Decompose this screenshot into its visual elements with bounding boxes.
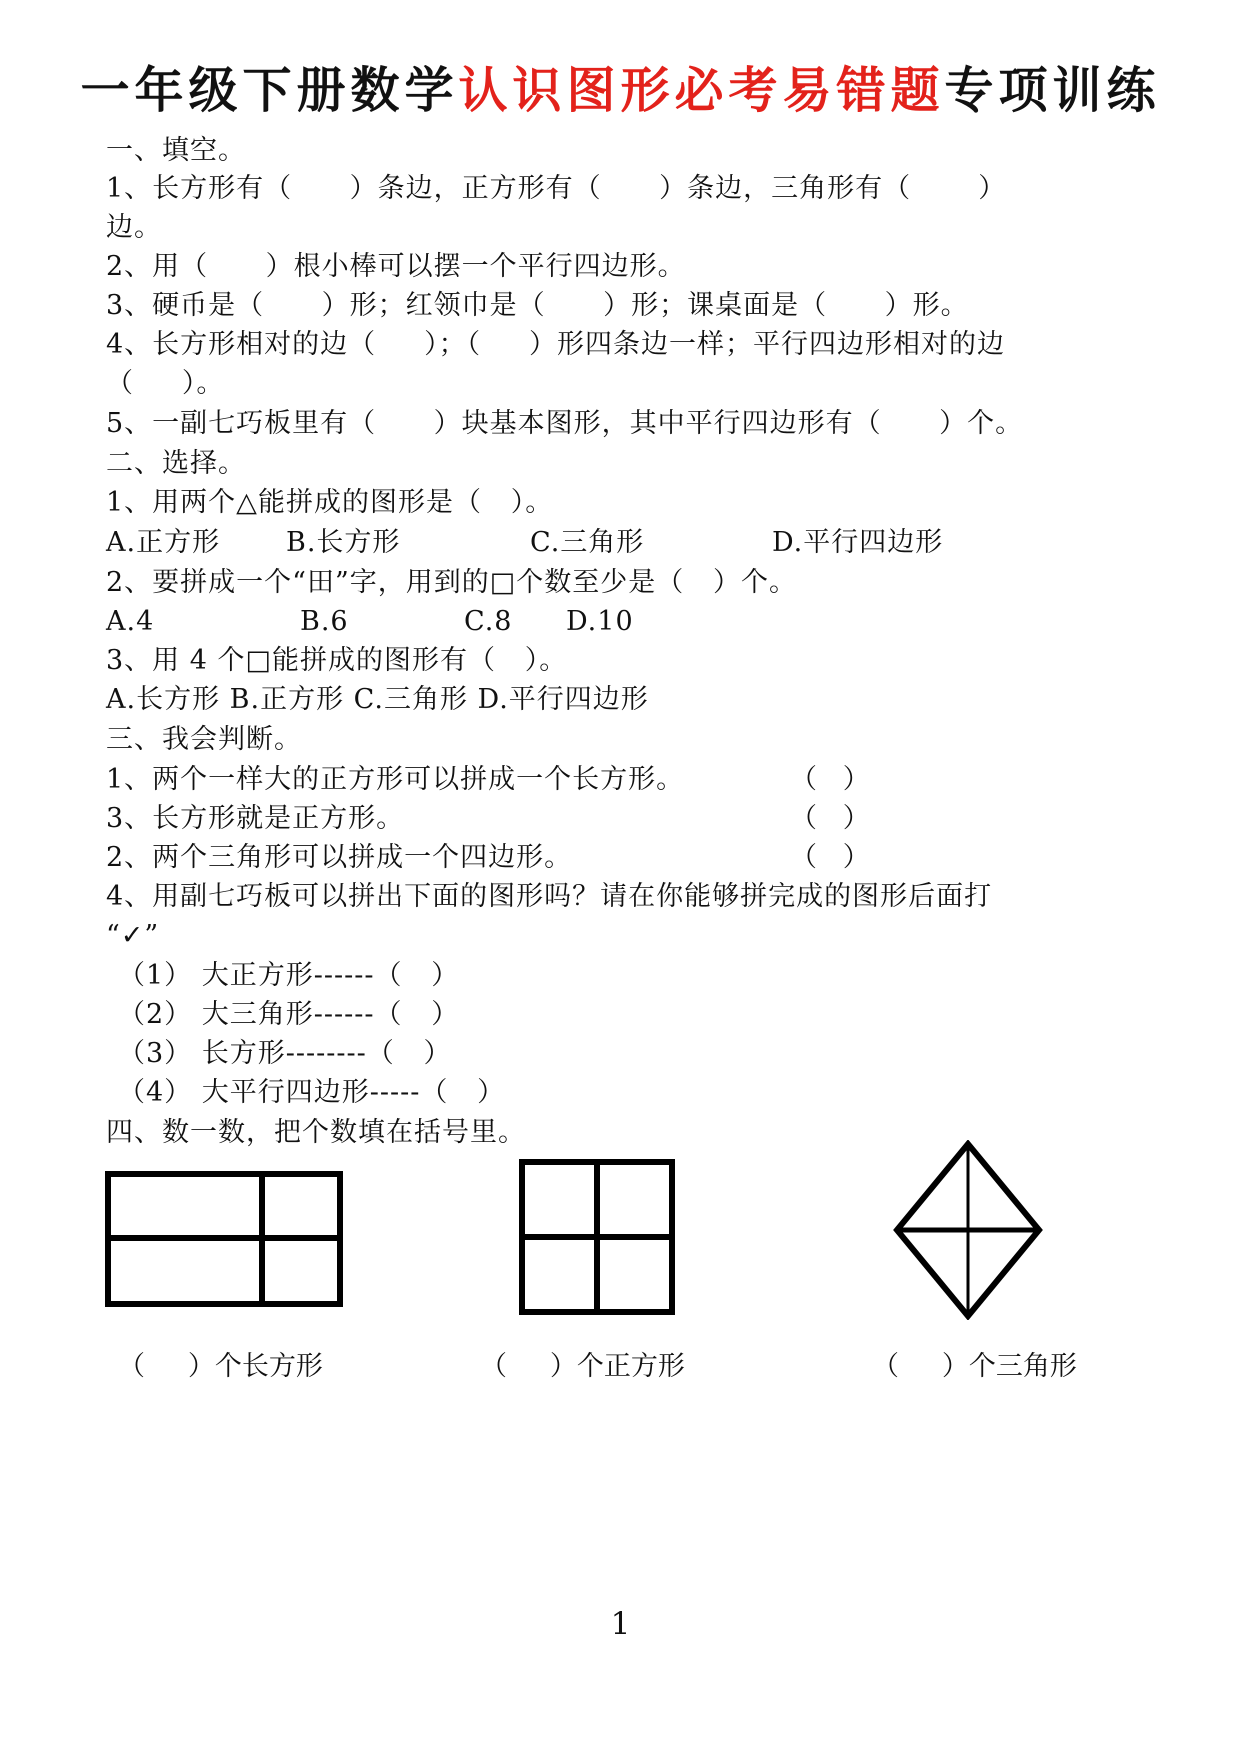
title-part-1: 一年级下册数学 [80, 62, 459, 119]
s3-item-2: 3、长方形就是正方形。 [106, 803, 405, 834]
s1-question-2: 2、用（ ）根小棒可以摆一个平行四边形。 [106, 251, 686, 282]
page-title [0, 52, 1241, 122]
s3-sub-item-3: （3） 长方形--------（ ） [118, 1038, 452, 1069]
section-3-heading: 三、我会判断。 [106, 724, 302, 755]
s2-question-2: 2、要拼成一个“田”字，用到的□个数至少是（ ）个。 [106, 567, 798, 598]
s2-q2-option-d: D.10 [566, 606, 634, 637]
s2-question-1: 1、用两个△能拼成的图形是（ ）。 [106, 487, 554, 518]
s3-item-2-blank: （ ） [790, 803, 870, 834]
s2-q2-option-a: A.4 [106, 606, 155, 637]
s2-q1-option-b: B.长方形 [286, 527, 401, 558]
s1-question-4-line-1: 4、长方形相对的边（ ）；（ ）形四条边一样；平行四边形相对的边 [106, 329, 1006, 360]
s3-item-1: 1、两个一样大的正方形可以拼成一个长方形。 [106, 764, 685, 795]
caption-rectangles: （ ）个长方形 [118, 1351, 323, 1382]
page-number: 1 [610, 1606, 631, 1642]
s3-item-1-blank: （ ） [790, 764, 870, 795]
s3-item-3-blank: （ ） [790, 842, 870, 873]
s2-q2-option-b: B.6 [300, 606, 349, 637]
s2-q2-option-c: C.8 [464, 606, 513, 637]
s1-question-5: 5、一副七巧板里有（ ）块基本图形，其中平行四边形有（ ）个。 [106, 408, 1024, 439]
rhombus-figure [893, 1140, 1043, 1320]
s2-q1-option-a: A.正方形 [106, 527, 221, 558]
title-part-3: 专项训练 [944, 62, 1161, 119]
section-1-heading: 一、填空。 [106, 135, 246, 166]
s3-question-4-line-2: “✓” [106, 920, 160, 951]
caption-triangles: （ ）个三角形 [872, 1351, 1077, 1382]
s2-question-3: 3、用 4 个□能拼成的图形有（ ）。 [106, 645, 568, 676]
s2-q3-options: A.长方形 B.正方形 C.三角形 D.平行四边形 [106, 684, 649, 715]
s1-question-3: 3、硬币是（ ）形；红领巾是（ ）形；课桌面是（ ）形。 [106, 290, 969, 321]
title-part-2-highlight: 认识图形必考易错题 [458, 62, 945, 119]
s1-question-1-line-1: 1、长方形有（ ）条边，正方形有（ ）条边，三角形有（ ） [106, 173, 1007, 204]
s3-sub-item-4: （4） 大平行四边形-----（ ） [118, 1077, 506, 1108]
section-2-heading: 二、选择。 [106, 448, 246, 479]
square-figure [518, 1158, 676, 1316]
section-4-heading: 四、数一数，把个数填在括号里。 [106, 1117, 526, 1148]
s1-question-1-line-2: 边。 [106, 212, 162, 243]
s2-q1-option-c: C.三角形 [530, 527, 645, 558]
s3-sub-item-1: （1） 大正方形------（ ） [118, 960, 460, 991]
s3-sub-item-2: （2） 大三角形------（ ） [118, 999, 460, 1030]
caption-squares: （ ）个正方形 [480, 1351, 685, 1382]
s2-q1-option-d: D.平行四边形 [772, 527, 944, 558]
rectangle-figure [104, 1170, 344, 1308]
s1-question-4-line-2: （ ）。 [106, 368, 225, 399]
s3-question-4-line-1: 4、用副七巧板可以拼出下面的图形吗？请在你能够拼完成的图形后面打 [106, 881, 993, 912]
s3-item-3: 2、两个三角形可以拼成一个四边形。 [106, 842, 573, 873]
